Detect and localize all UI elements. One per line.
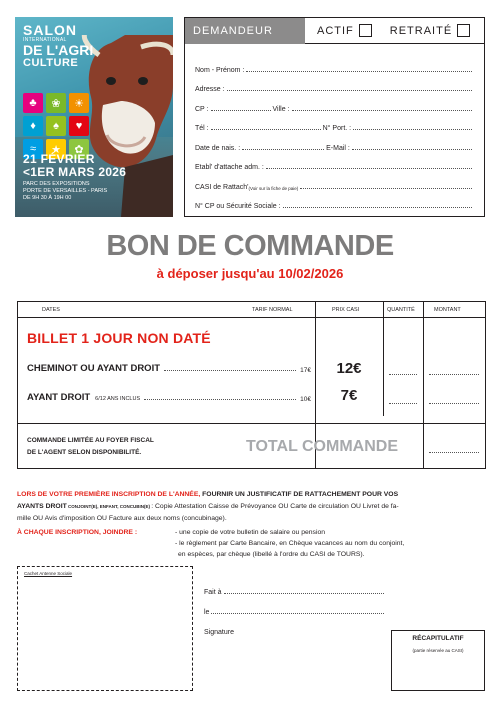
row-prix: 12€ [336, 360, 362, 377]
ville-field[interactable] [292, 110, 473, 111]
join-item: - le règlement par Carte Bancaire, en Chèque vacances au nom du conjoint, [175, 540, 405, 547]
venue-line-3: DE 9H 30 À 19H 00 [23, 195, 72, 201]
secu-row [195, 191, 474, 211]
salon-logo [23, 23, 93, 69]
logo-line-4: CULTURE [23, 57, 79, 69]
casi-label: CASI de Rattach' [195, 183, 249, 191]
le-label: le [204, 609, 210, 616]
total-amount-field[interactable] [429, 452, 479, 453]
tree-icon: ♠ [46, 116, 66, 136]
casi-row [195, 171, 474, 191]
row-tarif: 10€ [300, 396, 311, 403]
nom-field[interactable] [246, 71, 472, 72]
naissance-field[interactable] [242, 149, 324, 150]
flower-icon: ✿ [69, 139, 89, 159]
col-divider [383, 302, 384, 416]
row-note: 6/12 ANS INCLUS [95, 396, 141, 402]
adresse-field[interactable] [227, 90, 472, 91]
instructions [17, 489, 487, 560]
le-row [204, 596, 384, 616]
join-item: - une copie de votre bulletin de salaire ou pension [175, 529, 326, 536]
first-inscription-text: FOURNIR UN JUSTIFICATIF DE RATTACHEMENT POUR VOS [200, 491, 399, 498]
naissance-label: Date de nais. : [195, 144, 241, 152]
actif-label: ACTIF [317, 24, 354, 37]
quantity-field[interactable] [389, 374, 417, 375]
heart-icon: ♥ [69, 116, 89, 136]
sun-icon: ☀ [69, 93, 89, 113]
col-montant: MONTANT [434, 307, 461, 313]
join-items [175, 527, 404, 560]
venue-line-2: PORTE DE VERSAILLES - PARIS [23, 188, 108, 194]
order-table [17, 301, 486, 469]
order-row-cheminot [27, 363, 311, 374]
tel-field[interactable] [211, 129, 321, 130]
col-tarif: TARIF NORMAL [252, 307, 293, 313]
logo-line-1: SALON [23, 22, 77, 38]
row-label: CHEMINOT OU AYANT DROIT [27, 363, 161, 374]
secu-label: N° CP ou Sécurité Sociale : [195, 203, 281, 210]
amount-field[interactable] [429, 374, 479, 375]
recap-note: (partie réservée au CASI) [412, 648, 464, 653]
retraite-label: RETRAITÉ [389, 24, 453, 37]
quantity-field[interactable] [389, 403, 417, 404]
ayants-droit-text: : Copie Attestation Caisse de Prévoyance OU Carte de circulation OU Livret de fa- [151, 503, 399, 510]
logo-line-3: DE L'AGRI [23, 42, 94, 58]
demandeur-header [185, 18, 484, 44]
amount-field[interactable] [429, 403, 479, 404]
page-title: BON DE COMMANDE [106, 230, 394, 262]
adresse-row [195, 74, 474, 94]
instruction-ayants-droit [17, 501, 487, 513]
actif-option [317, 24, 372, 37]
instruction-join [17, 527, 487, 560]
signature-label: Signature [204, 629, 234, 636]
col-divider [423, 302, 424, 468]
fait-row [204, 576, 384, 596]
casi-note: (Voir sur la fiche de paie) [248, 185, 299, 191]
recap-box [391, 630, 485, 691]
casi-field[interactable] [300, 188, 472, 189]
activity-tiles [23, 93, 91, 159]
row-dots [164, 370, 296, 371]
row-dots [144, 399, 296, 400]
ayants-droit-label: AYANTS DROIT [17, 503, 67, 510]
tel-label: Tél : [195, 125, 209, 132]
secu-field[interactable] [283, 207, 472, 208]
fish-icon: ≈ [23, 139, 43, 159]
order-limit-note [27, 435, 154, 459]
join-item: en espèces, par chèque (libellé à l'ordre du CASI de TOURS). [178, 551, 365, 558]
row-label: AYANT DROIT [27, 392, 91, 403]
fork-icon: ♣ [23, 93, 43, 113]
col-prix: PRIX CASI [332, 307, 360, 313]
col-dates: DATES [42, 307, 60, 313]
nom-row [195, 54, 474, 74]
limit-line-2: DE L'AGENT SELON DISPONIBILITÉ. [27, 449, 142, 456]
nom-label: Nom - Prénom : [195, 66, 245, 74]
order-row-ayant-droit [27, 392, 311, 403]
event-dates [23, 153, 126, 202]
retraite-option [390, 24, 470, 37]
demandeur-title: DEMANDEUR [185, 18, 305, 44]
signature-block [204, 576, 384, 636]
le-field[interactable] [211, 613, 384, 614]
event-poster [15, 17, 173, 217]
join-label: À CHAQUE INSCRIPTION, JOINDRE : [17, 529, 138, 536]
drop-icon: ♦ [23, 116, 43, 136]
fait-field[interactable] [224, 593, 384, 594]
first-inscription-label: LORS DE VOTRE PREMIÈRE INSCRIPTION DE L'ANNÉE, [17, 491, 201, 498]
adresse-label: Adresse : [195, 86, 225, 93]
ville-label: Ville : [272, 105, 290, 113]
tel-row [195, 113, 474, 133]
end-date: <1ER MARS 2026 [23, 165, 127, 179]
leaf-icon: ❀ [46, 93, 66, 113]
email-label: E-Mail : [326, 144, 350, 152]
etabl-row [195, 152, 474, 172]
port-label: N° Port. : [322, 125, 352, 132]
deadline-subtitle: à déposer jusqu'au 10/02/2026 [156, 266, 344, 281]
etabl-field[interactable] [266, 168, 472, 169]
logo-line-2: INTERNATIONAL [23, 37, 67, 43]
title-block [0, 230, 500, 281]
col-quantite: QUANTITÉ [387, 307, 415, 313]
total-label: TOTAL COMMANDE [246, 438, 398, 455]
cachet-label: Cachet Antenne Sociale [24, 571, 73, 576]
retraite-checkbox[interactable] [457, 24, 470, 37]
row-tarif: 17€ [300, 367, 311, 374]
limit-line-1: COMMANDE LIMITÉE AU FOYER FISCAL [27, 437, 154, 444]
cp-field[interactable] [211, 110, 271, 111]
billet-title: BILLET 1 JOUR NON DATÉ [27, 330, 211, 346]
order-header [18, 302, 485, 318]
instruction-first [17, 489, 487, 501]
order-separator [18, 423, 485, 424]
venue-line-1: PARC DES EXPOSITIONS [23, 181, 90, 187]
start-date: 21 FÉVRIER [23, 152, 95, 166]
signature-row [204, 616, 384, 636]
naissance-row [195, 132, 474, 152]
instruction-line-3: mille OU Avis d'imposition OU Facture aux deux noms (concubinage). [17, 515, 227, 522]
recap-title: RÉCAPITULATIF [412, 635, 464, 642]
email-field[interactable] [352, 149, 472, 150]
cachet-box[interactable] [17, 566, 193, 691]
cp-label: CP : [195, 105, 209, 113]
demandeur-form [184, 17, 485, 217]
row-prix: 7€ [340, 387, 358, 404]
etabl-label: Etabl' d'attache adm. : [195, 164, 264, 171]
star-icon: ★ [46, 139, 66, 159]
cp-ville-row [195, 93, 474, 113]
port-field[interactable] [353, 129, 472, 130]
ayants-droit-note: CONJOINT(E), ENFANT, CONCUBIN(E) [66, 504, 152, 509]
actif-checkbox[interactable] [359, 24, 372, 37]
fait-label: Fait à [204, 589, 222, 596]
